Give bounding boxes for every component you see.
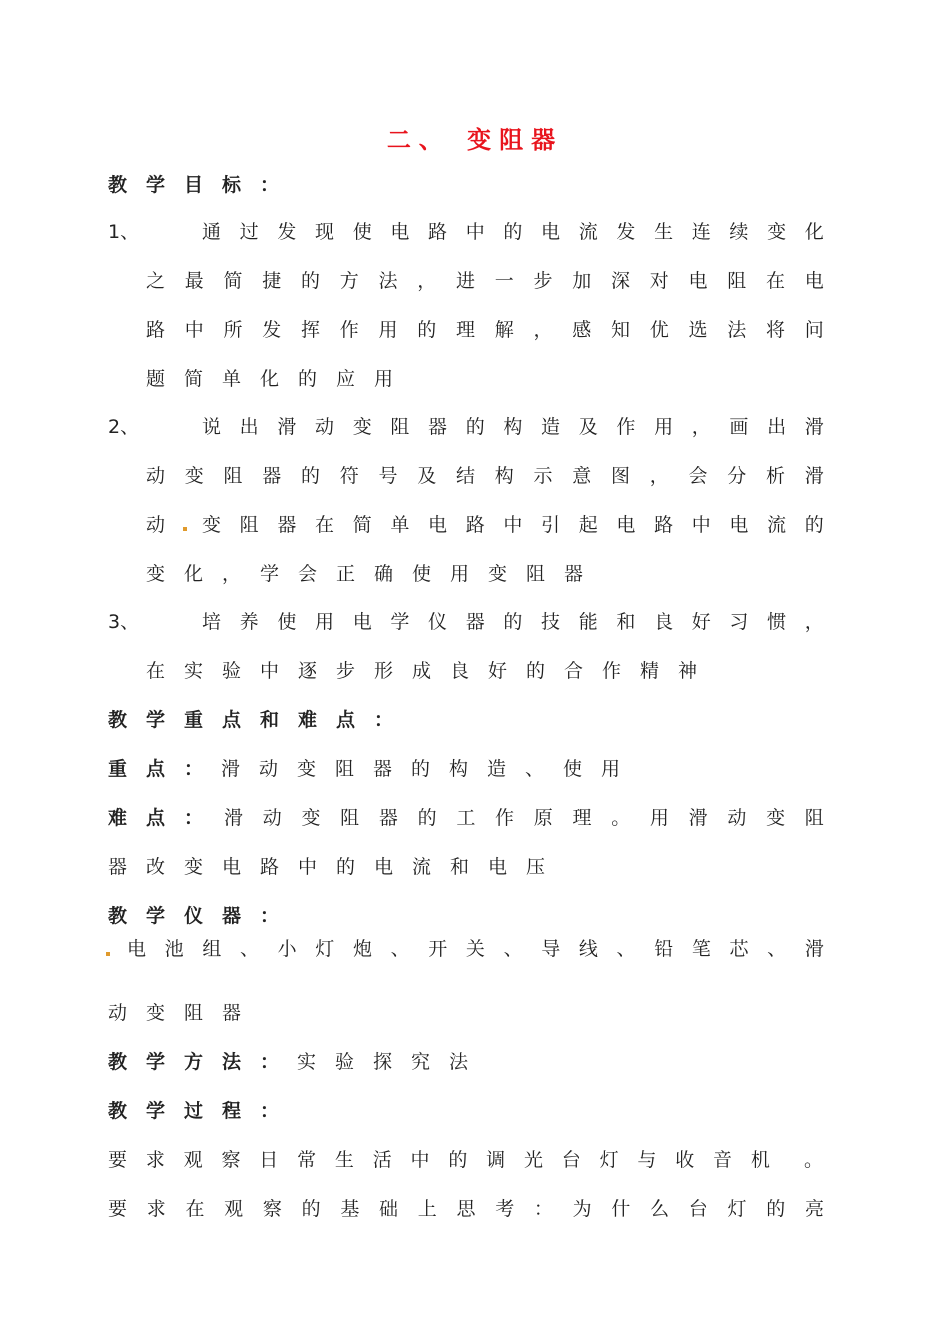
objective-2-line-1: 说 出 滑 动 变 阻 器 的 构 造 及 作 用 ， 画 出 滑 [202,416,824,438]
instruments-line-2: 动变阻器 [108,1002,261,1024]
difficulty-text-line-1: 滑 动 变 阻 器 的 工 作 原 理 。 用 滑 动 变 阻 [224,807,824,829]
objective-1-number: 1、 [108,221,140,243]
objective-3-number: 3、 [108,611,140,633]
marker-dot-2 [106,952,110,956]
method-label: 教学方法： [108,1051,299,1073]
objective-3-line-1: 培 养 使 用 电 学 仪 器 的 技 能 和 良 好 习 惯 ， [202,611,824,633]
objective-1-line-3: 路 中 所 发 挥 作 用 的 理 解 ， 感 知 优 选 法 将 问 [146,319,824,341]
objective-2-line-2: 动 变 阻 器 的 符 号 及 结 构 示 意 图 ， 会 分 析 滑 [146,465,824,487]
instruments-line-1: 电 池 组 、 小 灯 炮 、 开 关 、 导 线 、 铅 笔 芯 、 滑 [127,938,824,960]
process-line-1-end: 。 [804,1149,824,1171]
process-line-1: 要 求 观 察 日 常 生 活 中 的 调 光 台 灯 与 收 音 机 [108,1149,770,1171]
document-title: 二、 变阻器 [386,126,564,154]
marker-dot [183,527,187,531]
objective-2-line-3: 变 阻 器 在 简 单 电 路 中 引 起 电 路 中 电 流 的 [202,514,824,536]
heading-objectives: 教学目标： [108,174,299,196]
heading-process: 教学过程： [108,1100,299,1122]
difficulty-label: 难点： [108,807,223,829]
key-text: 滑动变阻器的构造、使用 [221,758,640,780]
heading-key-points: 教学重点和难点： [108,709,413,731]
objective-1-line-4: 题简单化的应用 [146,368,413,390]
objective-1-line-2: 之 最 简 捷 的 方 法 ， 进 一 步 加 深 对 电 阻 在 电 [146,270,824,292]
objective-1-line-1: 通 过 发 现 使 电 路 中 的 电 流 发 生 连 续 变 化 [202,221,824,243]
objective-2-line-3-start: 动 [146,514,166,536]
key-label: 重点： [108,758,223,780]
process-line-2: 要 求 在 观 察 的 基 础 上 思 考 ： 为 什 么 台 灯 的 亮 [108,1198,824,1220]
objective-2-number: 2、 [108,416,140,438]
difficulty-text-line-2: 器改变电路中的电流和电压 [108,856,565,878]
objective-3-line-2: 在实验中逐步形成良好的合作精神 [146,660,717,682]
method-text: 实验探究法 [297,1051,488,1073]
objective-2-line-4: 变化，学会正确使用变阻器 [146,563,603,585]
heading-instruments: 教学仪器： [108,905,299,927]
